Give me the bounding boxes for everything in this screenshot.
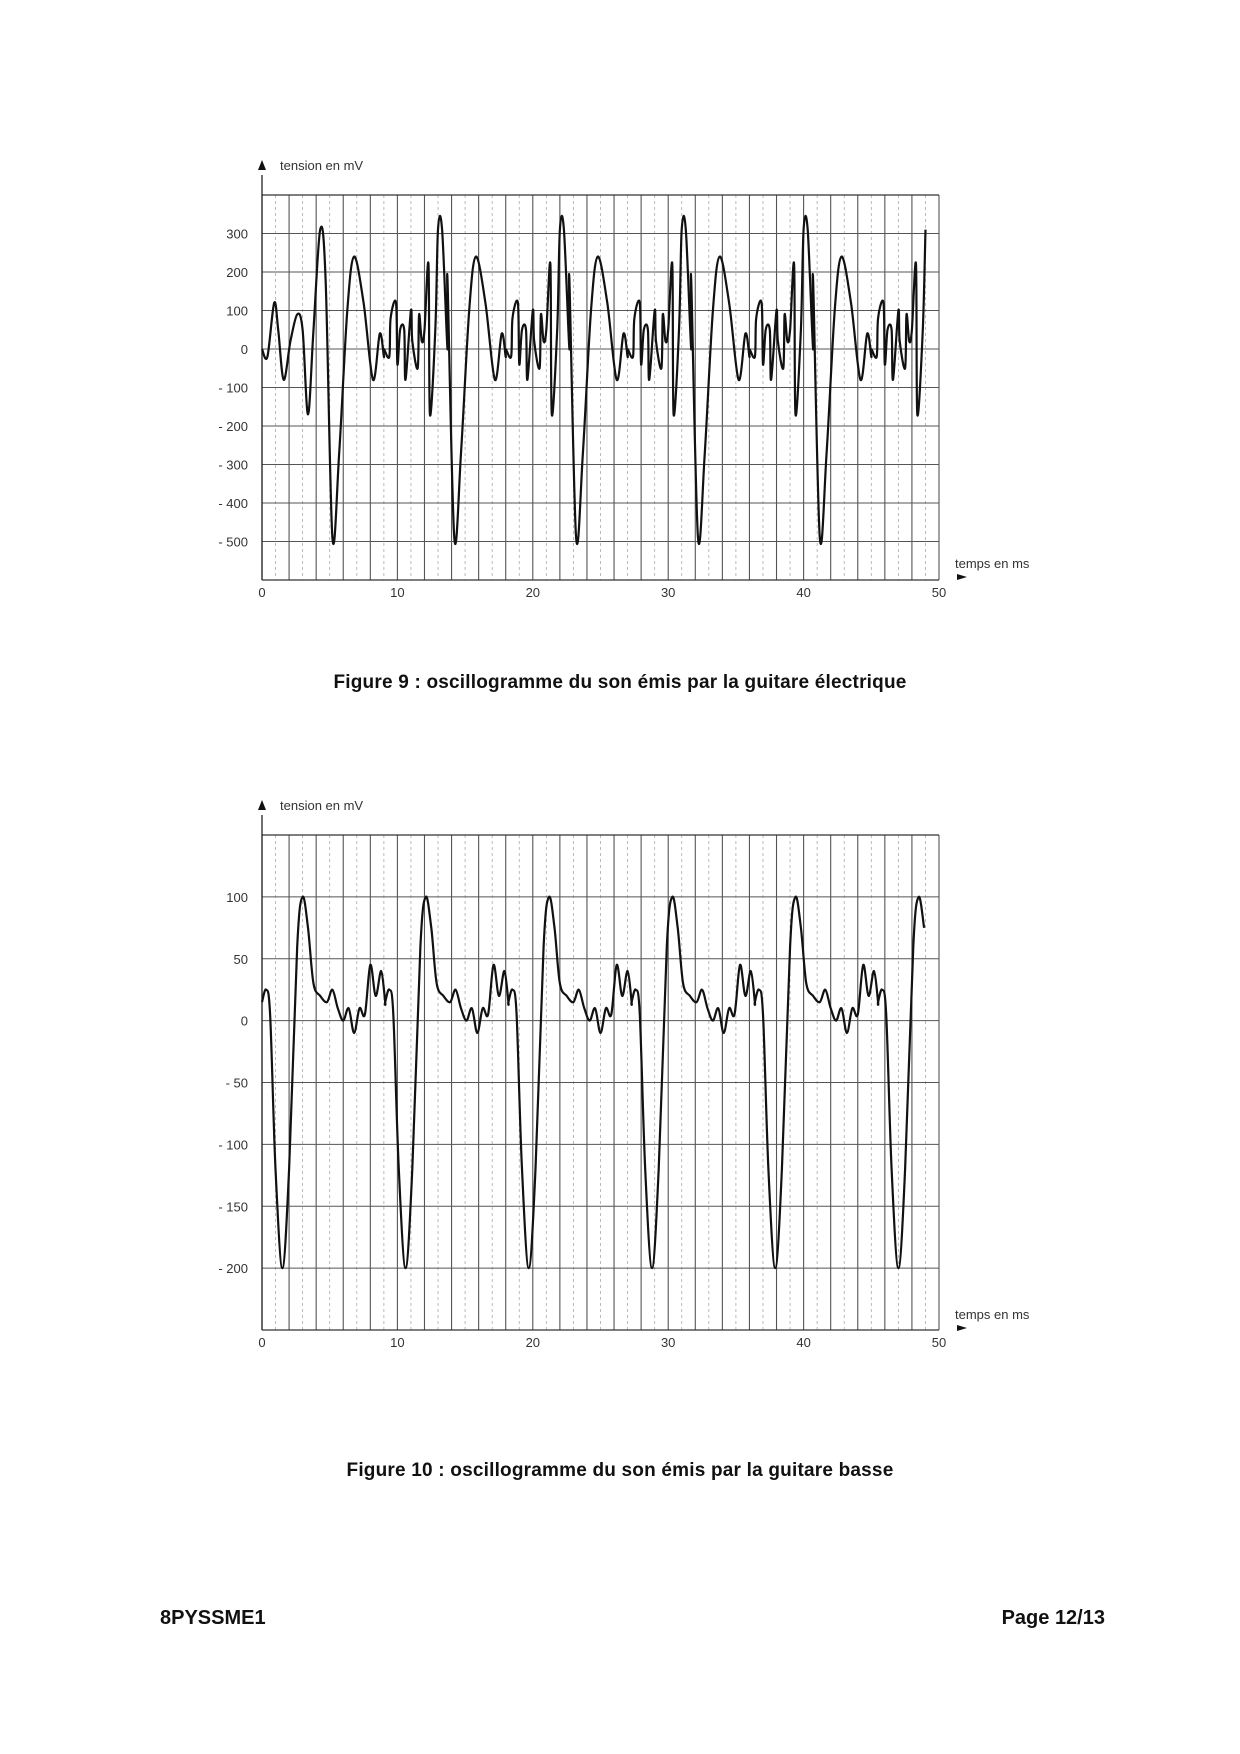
x-axis-label: temps en ms xyxy=(955,556,1030,571)
waveform-line xyxy=(262,216,926,544)
page-number: Page 12/13 xyxy=(1001,1607,1105,1629)
y-tick-label: - 150 xyxy=(218,1199,248,1215)
x-axis-arrow-icon xyxy=(957,1325,967,1331)
y-axis-label: tension en mV xyxy=(280,798,364,813)
x-tick-label: 30 xyxy=(660,1335,676,1350)
y-tick-label: 0 xyxy=(240,1013,248,1029)
x-tick-label: 40 xyxy=(796,1335,811,1350)
y-tick-label: 100 xyxy=(226,303,248,319)
oscillogram-electric-guitar xyxy=(0,150,1240,630)
y-tick-label: 300 xyxy=(226,226,248,242)
x-axis-label: temps en ms xyxy=(955,1307,1030,1322)
document-code: 8PYSSME1 xyxy=(160,1607,266,1629)
y-axis-arrow-icon xyxy=(258,160,266,170)
y-tick-label: - 100 xyxy=(218,380,248,396)
y-tick-label: - 200 xyxy=(218,1261,248,1277)
oscillogram-bass-guitar xyxy=(0,795,1240,1355)
y-tick-label: - 200 xyxy=(218,419,248,434)
x-tick-label: 0 xyxy=(258,1335,266,1350)
figure-10-caption: Figure 10 : oscillogramme du son émis par la guitare basse xyxy=(346,1460,894,1481)
y-tick-label: - 50 xyxy=(225,1075,248,1091)
x-tick-label: 20 xyxy=(525,585,541,600)
figure-9-caption: Figure 9 : oscillogramme du son émis par la guitare électrique xyxy=(333,672,907,693)
x-tick-label: 20 xyxy=(525,1335,541,1350)
y-tick-label: - 300 xyxy=(218,457,248,473)
y-axis-arrow-icon xyxy=(258,800,266,810)
x-tick-label: 10 xyxy=(390,1335,405,1350)
x-tick-label: 50 xyxy=(931,1335,947,1350)
y-tick-label: - 500 xyxy=(218,534,248,550)
grid xyxy=(262,835,939,1330)
y-axis-label: tension en mV xyxy=(280,158,364,173)
x-axis-arrow-icon xyxy=(957,574,967,580)
y-tick-label: 50 xyxy=(233,951,248,967)
y-tick-label: - 400 xyxy=(218,496,248,511)
y-tick-label: - 100 xyxy=(218,1137,248,1153)
y-tick-label: 200 xyxy=(226,265,248,280)
y-tick-label: 0 xyxy=(240,342,248,357)
x-tick-label: 10 xyxy=(390,585,405,600)
x-tick-label: 50 xyxy=(931,585,947,600)
x-tick-label: 40 xyxy=(796,585,811,600)
y-tick-label: 100 xyxy=(226,889,248,905)
grid xyxy=(262,195,939,580)
x-tick-label: 30 xyxy=(660,585,676,600)
x-tick-label: 0 xyxy=(258,585,266,600)
